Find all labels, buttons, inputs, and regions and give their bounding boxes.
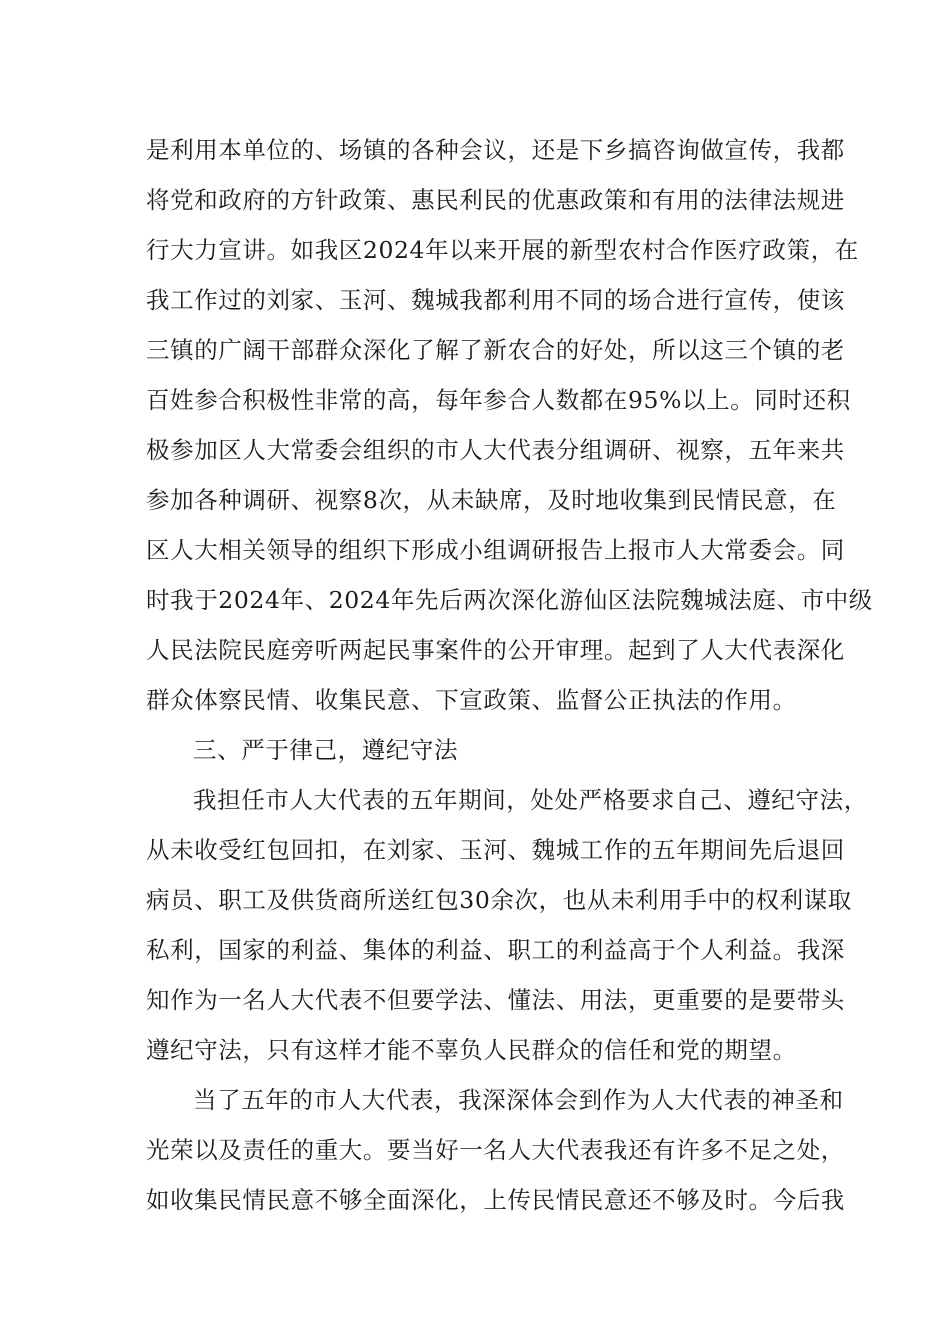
text-line: 我担任市人大代表的五年期间，处处严格要求自己、遵纪守法， [193,786,868,814]
text-line: 私利，国家的利益、集体的利益、职工的利益高于个人利益。我深 [146,936,845,964]
text-line: 群众体察民情、收集民意、下宣政策、监督公正执法的作用。 [146,686,797,714]
text-line: 是利用本单位的、场镇的各种会议，还是下乡搞咨询做宣传，我都 [146,136,845,164]
text-line: 我工作过的刘家、玉河、魏城我都利用不同的场合进行宣传，使该 [146,286,845,314]
text-line: 病员、职工及供货商所送红包30余次，也从未利用手中的权利谋取 [146,886,852,914]
text-line: 如收集民情民意不够全面深化，上传民情民意还不够及时。今后我 [146,1186,845,1214]
text-line: 遵纪守法，只有这样才能不辜负人民群众的信任和党的期望。 [146,1036,797,1064]
text-line: 百姓参合积极性非常的高，每年参合人数都在95%以上。同时还积 [146,386,851,414]
text-line: 从未收受红包回扣，在刘家、玉河、魏城工作的五年期间先后退回 [146,836,845,864]
text-line: 三镇的广阔干部群众深化了解了新农合的好处，所以这三个镇的老 [146,336,845,364]
text-line: 人民法院民庭旁听两起民事案件的公开审理。起到了人大代表深化 [146,636,845,664]
text-line: 时我于2024年、2024年先后两次深化游仙区法院魏城法庭、市中级 [146,586,873,614]
section-heading: 三、严于律己，遵纪守法 [193,736,459,764]
text-line: 行大力宣讲。如我区2024年以来开展的新型农村合作医疗政策，在 [146,236,859,264]
text-line: 将党和政府的方针政策、惠民利民的优惠政策和有用的法律法规进 [146,186,845,214]
text-line: 光荣以及责任的重大。要当好一名人大代表我还有许多不足之处， [146,1136,845,1164]
text-line: 极参加区人大常委会组织的市人大代表分组调研、视察，五年来共 [146,436,845,464]
text-line: 当了五年的市人大代表，我深深体会到作为人大代表的神圣和 [193,1086,844,1114]
text-line: 参加各种调研、视察8次，从未缺席，及时地收集到民情民意，在 [146,486,837,514]
text-line: 区人大相关领导的组织下形成小组调研报告上报市人大常委会。同 [146,536,845,564]
text-line: 知作为一名人大代表不但要学法、懂法、用法，更重要的是要带头 [146,986,845,1014]
